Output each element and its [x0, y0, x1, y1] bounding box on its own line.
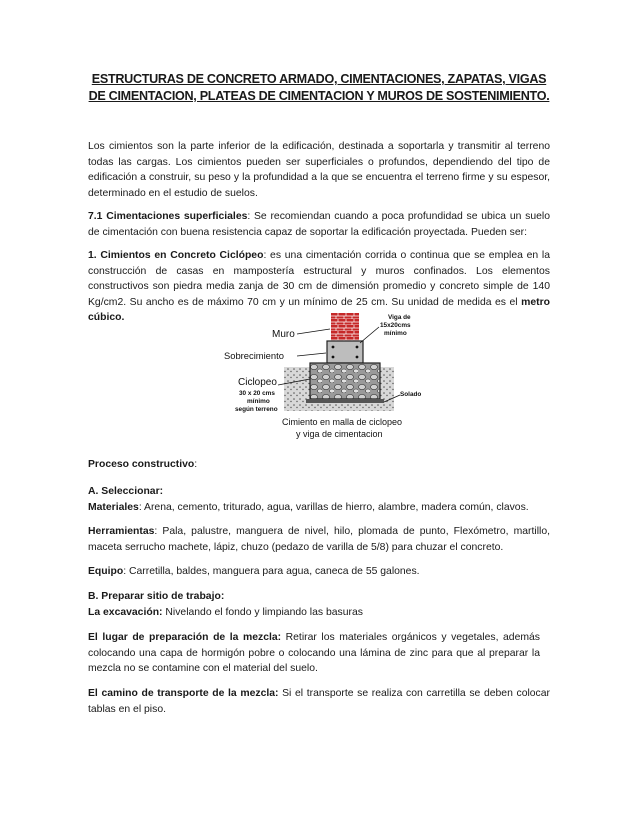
section-7-1-heading: 7.1 Cimentaciones superficiales — [88, 211, 248, 222]
section-1-text: : es una cimentación corrida o continua que se emplea en la construcción de casas en mampostería estructural y muros confinados. Los elementos constructivos son piedra media zanja de 30 cm de dimensión promedio y concreto simple de 140 Kg/cm2. Su ancho es de máximo 70 cm y un mínimo de 25 cm. Su unidad de medida es el — [88, 250, 550, 308]
caption-line-2: y viga de cimentacion — [296, 429, 383, 439]
materiales-text: : Arena, cemento, triturado, agua, varillas de hierro, alambre, madera común, clavos. — [138, 501, 529, 513]
beam-rect — [327, 341, 363, 363]
proceso-colon: : — [194, 459, 198, 470]
proceso-paragraph — [88, 457, 550, 473]
label-viga-min: mínimo — [384, 330, 407, 337]
excavacion-label: La excavación: — [88, 606, 163, 618]
herramientas-label: Herramientas — [88, 526, 155, 537]
label-viga: Viga de — [388, 314, 411, 321]
label-viga-dims: 15x20cms — [380, 322, 411, 329]
caption-line-1: Cimiento en malla de ciclopeo — [282, 417, 403, 427]
excavacion-text: Nivelando el fondo y limpiando las basuras — [162, 606, 363, 618]
label-ciclopeo: Ciclopeo — [238, 377, 277, 388]
section-b-heading: . Preparar sitio de trabajo: — [95, 591, 225, 602]
label-sobrecimiento: Sobrecimiento — [224, 350, 284, 361]
solado-layer — [306, 399, 384, 403]
section-7-1-text: : Se recomiendan cuando a poca profundidad se ubica un suelo de cimentación con buena resistencia capaz de soportar la edificación proyectada. Pueden ser: — [88, 211, 550, 238]
label-ciclopeo-terreno: según terreno — [235, 406, 278, 413]
lugar-text: Retirar los materiales orgánicos y vegetales, además colocando una capa de hormigón pobre o colocando una lámina de zinc para que al preparar la mezcla no se contamine con el material del suelo. — [88, 632, 540, 674]
section-b-paragraph — [88, 589, 550, 620]
document-title: ESTRUCTURAS DE CONCRETO ARMADO, CIMENTACIONES, ZAPATAS, VIGAS DE CIMENTACION, PLATEAS DE CIMENTACION Y MUROS DE SOSTENIMIENTO. — [88, 72, 550, 103]
camino-paragraph — [88, 686, 550, 717]
section-1-unit: metro cúbico. — [88, 296, 550, 323]
section-1-heading: 1. Cimientos en Concreto Ciclópeo — [88, 250, 264, 261]
camino-text: Si el transporte se realiza con carretilla se deben colocar tablas en el piso. — [88, 688, 550, 715]
camino-label: El camino de transporte de la mezcla: — [88, 688, 279, 699]
lugar-paragraph — [88, 630, 540, 677]
label-ciclopeo-dims: 30 x 20 cms — [239, 390, 275, 397]
equipo-text: : Carretilla, baldes, manguera para agua, caneca de 55 galones. — [123, 566, 420, 577]
intro-paragraph: Los cimientos son la parte inferior de la edificación, destinada a soportarla y transmitir al terreno todas las cargas. Los cimientos pueden ser superficiales o profundos, dependiendo del tipo de edificación a construir, su peso y la profundidad a la que se encuentra el terreno firme y su espesor, determinado en el estudio de suelos. — [88, 141, 550, 199]
section-a-paragraph — [88, 484, 550, 515]
section-b-heading-line — [88, 589, 550, 605]
proceso-heading: Proceso constructivo — [88, 459, 195, 470]
section-b-letter: B — [88, 591, 96, 602]
section-a-heading: A. Seleccionar: — [88, 486, 164, 497]
ciclopeo-block — [310, 363, 380, 399]
herramientas-paragraph — [88, 524, 550, 555]
materiales-label: Materiales — [88, 501, 139, 513]
label-muro: Muro — [272, 329, 295, 340]
label-solado: Solado — [400, 391, 422, 398]
foundation-diagram — [214, 313, 424, 443]
lugar-label: El lugar de preparación de la mezcla: — [88, 632, 282, 643]
wall-bricks — [331, 313, 359, 341]
equipo-label: Equipo — [88, 566, 124, 577]
label-ciclopeo-min: mínimo — [247, 398, 270, 405]
equipo-paragraph — [88, 564, 550, 580]
section-7-1-paragraph — [88, 209, 550, 240]
herramientas-text: : Pala, palustre, manguera de nivel, hilo, plomada de punto, Flexómetro, martillo, maceta serrucho machete, lápiz, chuzo (pedazo de varilla de 5/8) para chuzar el concreto. — [88, 526, 550, 553]
